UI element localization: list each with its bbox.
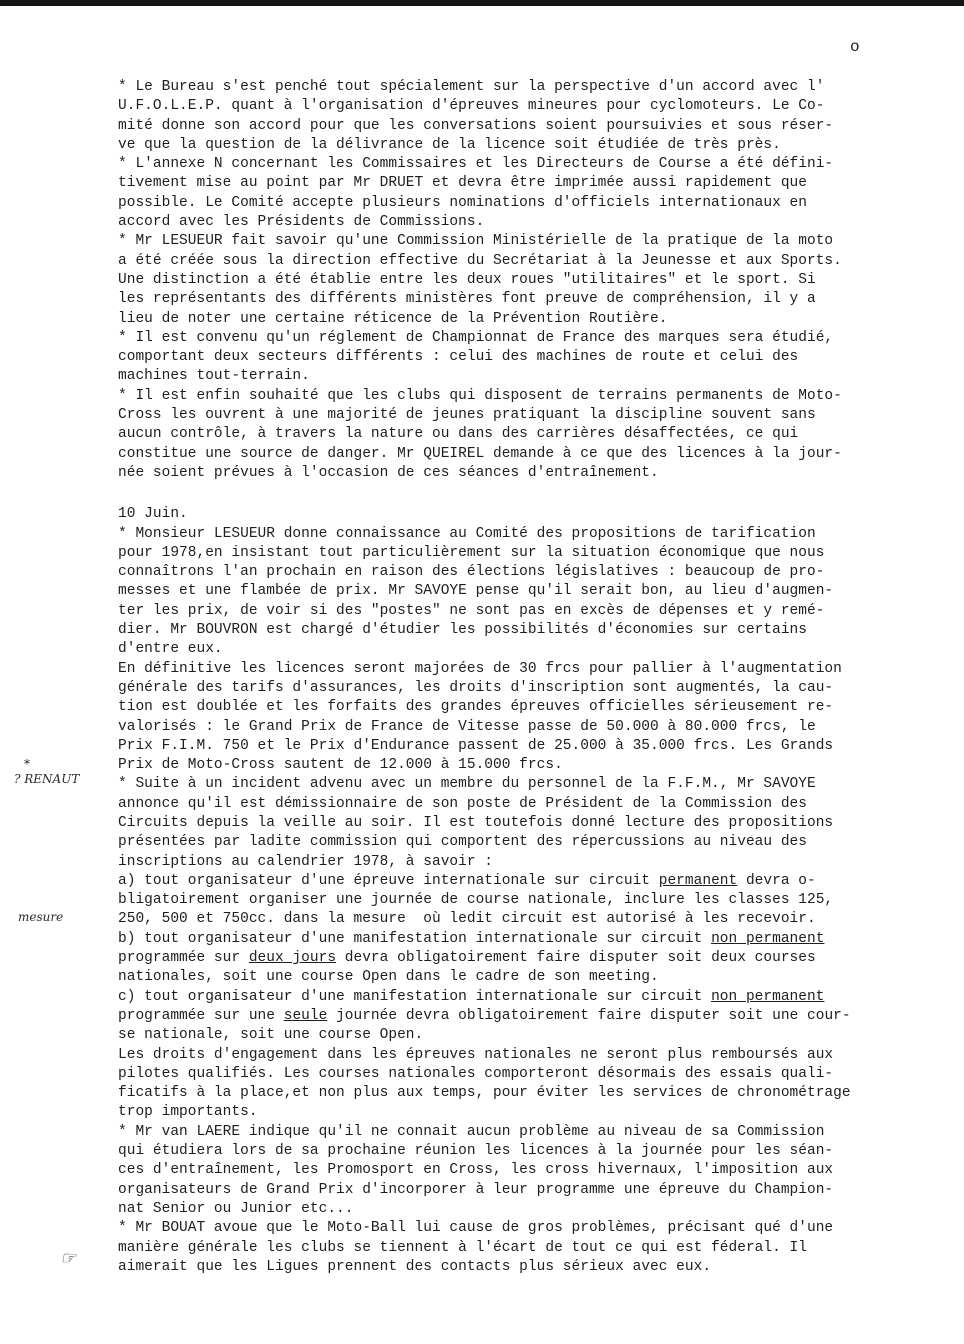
text-line: * Il est enfin souhaité que les clubs qui disposent de terrains permanents de Moto-: [118, 387, 842, 404]
margin-note-renaut: ? RENAUT: [14, 772, 80, 786]
paragraph-majorations: [118, 660, 918, 776]
paragraph-ufolep: [118, 78, 918, 155]
text-line: ficatifs à la place,et non plus aux temps, pour éviter les services de chronométrage: [118, 1085, 851, 1102]
text-line: d'entre eux.: [118, 641, 223, 658]
paragraph-van-laere: [118, 1123, 918, 1219]
text-line: * L'annexe N concernant les Commissaires et les Directeurs de Course a été défini-: [118, 156, 834, 173]
list-item-c: [118, 988, 918, 1046]
paragraph-moto-ball: [118, 1219, 918, 1277]
text-line: pilotes qualifiés. Les courses nationales comporteront désormais des essais quali-: [118, 1065, 834, 1082]
text-line: * Il est convenu qu'un réglement de Championnat de France des marques sera étudié,: [118, 329, 834, 346]
text-line: Cross les ouvrent à une majorité de jeunes pratiquant la discipline souvent sans: [118, 407, 816, 424]
text-line: générale des tarifs d'assurances, les droits d'inscription sont augmentés, la cau-: [118, 679, 834, 696]
margin-note-mesure: mesure: [18, 910, 64, 924]
page-number: o: [850, 38, 860, 56]
text-line: dier. Mr BOUVRON est chargé d'étudier les possibilités d'économies sur certains: [118, 622, 807, 639]
text-line: trop importants.: [118, 1104, 258, 1121]
paragraph-annexe-n: [118, 155, 918, 232]
paragraph-droits-engagement: [118, 1046, 918, 1123]
text-line: ve que la question de la délivrance de la licence soit étudiée de très près.: [118, 136, 781, 153]
paragraph-championnat-marques: [118, 329, 918, 387]
text-line: machines tout-terrain.: [118, 368, 310, 385]
text-line: * Suite à un incident advenu avec un membre du personnel de la F.F.M., Mr SAVOYE: [118, 776, 816, 793]
top-border-line: [0, 0, 964, 6]
text-line: inscriptions au calendrier 1978, à savoir :: [118, 853, 494, 870]
paragraph-commission-ministerielle: [118, 232, 918, 328]
text-line: nationales, soit une course Open dans le cadre de son meeting.: [118, 969, 659, 986]
text-line: aucun contrôle, à travers la nature ou dans des carrières désaffectées, ce qui: [118, 426, 799, 443]
text-line: 250, 500 et 750cc. dans la mesure où ledit circuit est autorisé à les recevoir.: [118, 911, 816, 928]
text-line: U.F.O.L.E.P. quant à l'organisation d'épreuves mineures pour cyclomoteurs. Le Co-: [118, 98, 825, 115]
text-line: Une distinction a été établie entre les deux roues "utilitaires" et le sport. Si: [118, 271, 816, 288]
text-line: les représentants des différents ministères font preuve de compréhension, il y a: [118, 291, 816, 308]
list-item-a: [118, 872, 918, 930]
text-line: organisateurs de Grand Prix d'incorporer à leur programme une épreuve du Champion-: [118, 1181, 834, 1198]
text-line: se nationale, soit une course Open.: [118, 1027, 424, 1044]
text-line: tivement mise au point par Mr DRUET et devra être imprimée aussi rapidement que: [118, 175, 807, 192]
text-line: ces d'entraînement, les Promosport en Cross, les cross hivernaux, l'imposition aux: [118, 1162, 834, 1179]
paragraph-terrains-moto-cross: [118, 387, 918, 483]
text-line: née soient prévues à l'occasion de ces séances d'entraînement.: [118, 464, 659, 481]
text-line: possible. Le Comité accepte plusieurs nominations d'officiels internationaux en: [118, 194, 807, 211]
text-line: Prix F.I.M. 750 et le Prix d'Endurance passent de 25.000 à 35.000 frcs. Les Grands: [118, 737, 834, 754]
text-line: comportant deux secteurs différents : celui des machines de route et celui des: [118, 349, 799, 366]
text-line: aimerait que les Ligues prennent des contacts plus sérieux avec eux.: [118, 1258, 712, 1275]
text-line: a été créée sous la direction effective du Secrétariat à la Jeunesse et aux Sports.: [118, 252, 842, 269]
text-line: Prix de Moto-Cross sautent de 12.000 à 15.000 frcs.: [118, 757, 563, 774]
text-line: lieu de noter une certaine réticence de la Prévention Routière.: [118, 310, 668, 327]
margin-note-star: *: [24, 757, 30, 771]
text-line: * Mr BOUAT avoue que le Moto-Ball lui cause de gros problèmes, précisant qué d'une: [118, 1220, 834, 1237]
minutes-text: [118, 78, 918, 1277]
section-date: 10 Juin.: [118, 506, 188, 523]
text-line: constitue une source de danger. Mr QUEIREL demande à ce que des licences à la jour-: [118, 445, 842, 462]
text-line: ter les prix, de voir si des "postes" ne sont pas en excès de dépenses et y remé-: [118, 602, 825, 619]
text-line: programmée sur deux jours devra obligatoirement faire disputer soit deux courses: [118, 950, 816, 967]
text-line: accord avec les Présidents de Commissions.: [118, 214, 485, 231]
text-line: tion est doublée et les forfaits des grandes épreuves officielles sérieusement re-: [118, 699, 834, 716]
text-line: En définitive les licences seront majorées de 30 frcs pour pallier à l'augmentation: [118, 660, 842, 677]
text-line: manière générale les clubs se tiennent à l'écart de tout ce qui est féderal. Il: [118, 1239, 807, 1256]
text-line: * Monsieur LESUEUR donne connaissance au Comité des propositions de tarification: [118, 525, 816, 542]
text-line: connaîtrons l'an prochain en raison des élections législatives : beaucoup de pro-: [118, 564, 825, 581]
text-line: présentées par ladite commission qui comportent des répercussions au niveau des: [118, 834, 807, 851]
text-line: * Mr van LAERE indique qu'il ne connait aucun problème au niveau de sa Commission: [118, 1123, 825, 1140]
text-line: a) tout organisateur d'une épreuve internationale sur circuit permanent devra o-: [118, 872, 816, 889]
text-line: * Mr LESUEUR fait savoir qu'une Commission Ministérielle de la pratique de la moto: [118, 233, 834, 250]
text-line: valorisés : le Grand Prix de France de Vitesse passe de 50.000 à 80.000 frcs, le: [118, 718, 816, 735]
text-line: pour 1978,en insistant tout particulièrement sur la situation économique que nous: [118, 544, 825, 561]
text-line: Circuits depuis la veille au soir. Il est toutefois donné lecture des propositions: [118, 814, 834, 831]
text-line: qui étudiera lors de sa prochaine réunion les licences à la journée pour les séan-: [118, 1143, 834, 1160]
text-line: Les droits d'engagement dans les épreuves nationales ne seront plus remboursés aux: [118, 1046, 834, 1063]
paragraph-tarification: [118, 525, 918, 660]
text-line: c) tout organisateur d'une manifestation internationale sur circuit non permanent: [118, 988, 825, 1005]
paragraph-savoye-demission: [118, 775, 918, 871]
text-line: bligatoirement organiser une journée de course nationale, inclure les classes 125,: [118, 892, 834, 909]
text-line: * Le Bureau s'est penché tout spécialement sur la perspective d'un accord avec l': [118, 79, 825, 95]
margin-pointer-mark: ☞: [60, 1248, 77, 1269]
text-line: nat Senior ou Junior etc...: [118, 1200, 354, 1217]
text-line: mité donne son accord pour que les conversations soient poursuivies et sous réser-: [118, 117, 834, 134]
text-line: messes et une flambée de prix. Mr SAVOYE pense qu'il serait bon, au lieu d'augmen-: [118, 583, 834, 600]
list-item-b: [118, 930, 918, 988]
text-line: annonce qu'il est démissionnaire de son poste de Président de la Commission des: [118, 795, 807, 812]
text-line: programmée sur une seule journée devra obligatoirement faire disputer soit une cour-: [118, 1007, 851, 1024]
text-line: b) tout organisateur d'une manifestation internationale sur circuit non permanent: [118, 930, 825, 947]
